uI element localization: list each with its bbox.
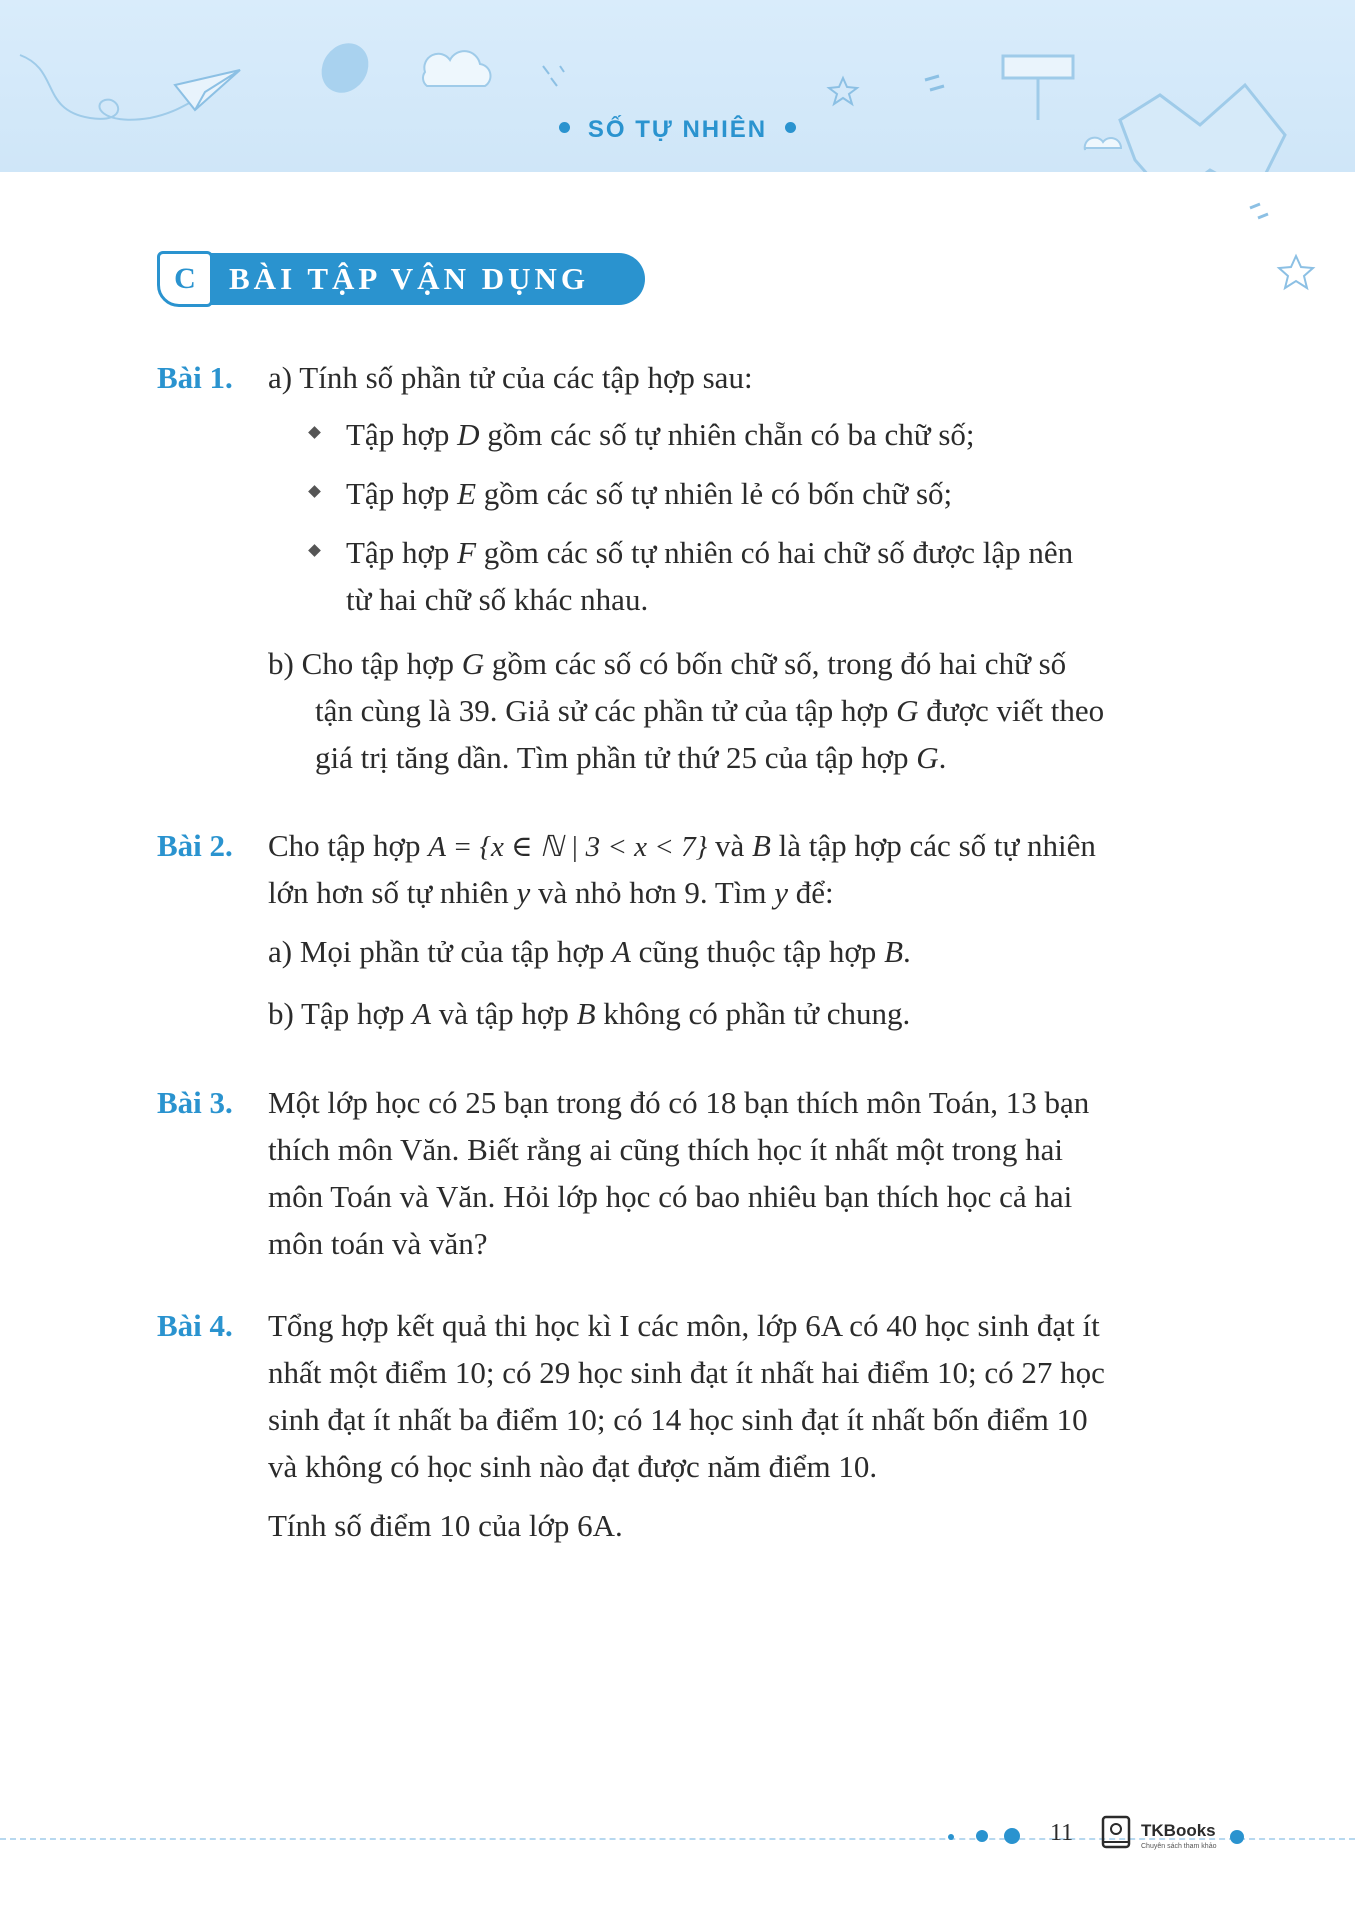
exercise-4-line: sinh đạt ít nhất ba điểm 10; có 14 học sinh đạt ít nhất bốn điểm 10 [268, 1402, 1088, 1437]
math-var: G [896, 693, 919, 728]
text: b) Tập hợp [268, 996, 413, 1031]
exercise-4-line: Tổng hợp kết quả thi học kì I các môn, lớp 6A có 40 học sinh đạt ít [268, 1308, 1100, 1343]
text: lớn hơn số tự nhiên [268, 875, 517, 910]
text: gồm các số tự nhiên lẻ có bốn chữ số; [476, 476, 953, 511]
math-var: B [576, 996, 596, 1031]
math-var: B [884, 934, 903, 969]
exercise-4-line: và không có học sinh nào đạt được năm điểm 10. [268, 1449, 878, 1484]
exercise-1-set-d [346, 411, 975, 458]
text: giá trị tăng dần. Tìm phần tử thứ 25 của tập hợp [315, 740, 917, 775]
exercise-3-line: môn toán và văn? [268, 1226, 488, 1261]
text: và [707, 828, 752, 863]
exercise-3-label: Bài 3. [157, 1085, 233, 1120]
footer-dot-icon [976, 1830, 988, 1842]
text: Tập hợp [346, 417, 458, 452]
star-icon [1279, 256, 1313, 288]
exercise-4-question: Tính số điểm 10 của lớp 6A. [268, 1508, 623, 1543]
text: tận cùng là 39. Giả sử các phần tử của tập hợp [315, 693, 897, 728]
exercise-1-label: Bài 1. [157, 360, 233, 395]
diamond-bullet-icon [308, 426, 321, 439]
book-logo-icon [1100, 1814, 1134, 1852]
chapter-title-text: SỐ TỰ NHIÊN [587, 116, 768, 143]
text: và nhỏ hơn 9. Tìm [530, 875, 775, 910]
brand-tagline: Chuyên sách tham khảo [1141, 1843, 1217, 1850]
set-a-formula: A = {x ∈ ℕ | 3 < x < 7} [428, 831, 708, 863]
math-var: A [611, 934, 631, 969]
math-var: A [412, 996, 432, 1031]
text: là tập hợp các số tự nhiên [770, 828, 1096, 863]
exercise-3-line: Một lớp học có 25 bạn trong đó có 18 bạn thích môn Toán, 13 bạn [268, 1085, 1090, 1120]
text: Tập hợp [346, 476, 458, 511]
text: và tập hợp [431, 996, 577, 1031]
diamond-bullet-icon [308, 485, 321, 498]
text: để: [788, 875, 834, 910]
math-var: B [751, 828, 771, 863]
math-var: y [774, 875, 789, 910]
math-var: y [516, 875, 531, 910]
exercise-1-set-e [346, 470, 952, 517]
page-number: 11 [1050, 1820, 1074, 1846]
text: gồm các số tự nhiên có hai chữ số được lập nên [476, 535, 1074, 570]
text: . [903, 934, 911, 969]
exercise-3-line: thích môn Văn. Biết rằng ai cũng thích học ít nhất một trong hai [268, 1132, 1063, 1167]
text: Cho tập hợp [268, 828, 429, 863]
exercise-2-label: Bài 2. [157, 828, 233, 863]
text: b) Cho tập hợp [268, 646, 462, 681]
exercise-1b-line-3 [315, 734, 946, 781]
text: gồm các số tự nhiên chẵn có ba chữ số; [479, 417, 975, 452]
math-var: G [461, 646, 485, 681]
brand-logo-text: TKBooks [1141, 1821, 1216, 1840]
section-title: BÀI TẬP VẬN DỤNG [229, 261, 589, 296]
text: gồm các số có bốn chữ số, trong đó hai chữ số [484, 646, 1067, 681]
exercise-2a [268, 928, 911, 975]
math-var: F [457, 535, 477, 570]
text: cũng thuộc tập hợp [630, 934, 885, 969]
footer-dot-icon [1230, 1830, 1244, 1844]
exercise-4-line: nhất một điểm 10; có 29 học sinh đạt ít nhất hai điểm 10; có 27 học [268, 1355, 1105, 1390]
exercise-1-set-f-cont: từ hai chữ số khác nhau. [346, 582, 649, 617]
exercise-1b-line-2 [315, 687, 1104, 734]
math-var: D [457, 417, 480, 452]
exercise-2b [268, 990, 910, 1037]
dash-icon [1250, 204, 1268, 218]
text: không có phần tử chung. [595, 996, 911, 1031]
math-var: G [916, 740, 939, 775]
section-letter-box [157, 251, 213, 307]
diamond-bullet-icon [308, 544, 321, 557]
text: được viết theo [918, 693, 1105, 728]
footer-dot-icon [948, 1834, 954, 1840]
exercise-3-line: môn Toán và Văn. Hỏi lớp học có bao nhiêu bạn thích học cả hai [268, 1179, 1073, 1214]
exercise-1a-intro: a) Tính số phần tử của các tập hợp sau: [268, 360, 753, 395]
exercise-2-line-2 [268, 869, 834, 916]
text: . [938, 740, 947, 775]
exercise-1-set-f [346, 529, 1073, 576]
text: Tập hợp [346, 535, 458, 570]
exercise-1b-line-1 [268, 640, 1066, 687]
math-var: E [457, 476, 477, 511]
footer-dot-icon [1004, 1828, 1020, 1844]
exercise-2-line-1 [268, 822, 1096, 871]
section-letter: C [174, 262, 196, 295]
text: a) Mọi phần tử của tập hợp [268, 934, 612, 969]
exercise-4-label: Bài 4. [157, 1308, 233, 1343]
section-heading [157, 251, 645, 309]
